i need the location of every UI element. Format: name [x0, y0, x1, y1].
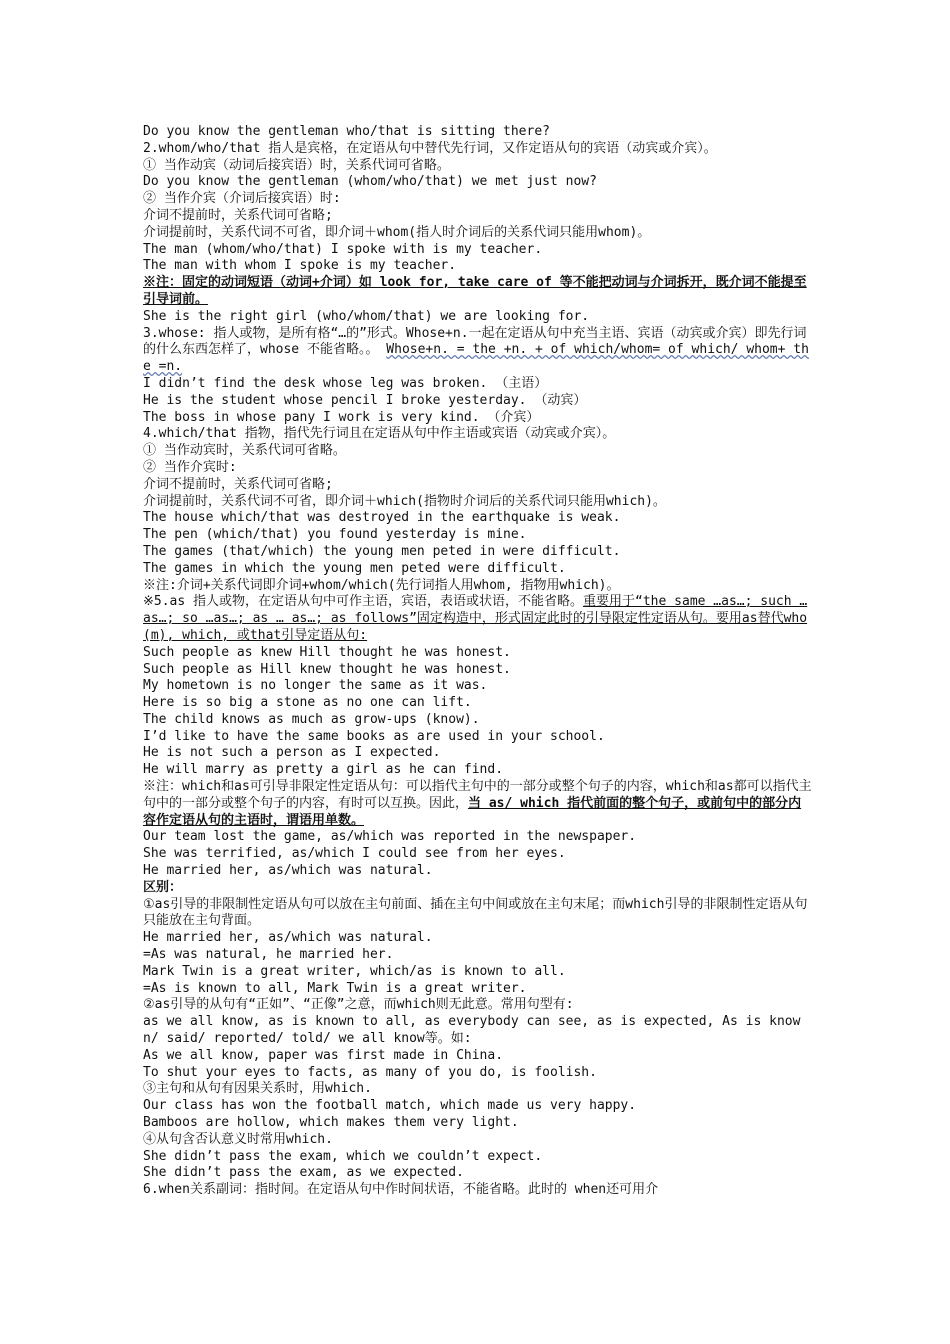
text-line: The child knows as much as grow-ups (know).: [143, 711, 480, 727]
text-line: Our class has won the football match, which made us very happy.: [143, 1098, 637, 1114]
text-line: Do you know the gentleman (whom/who/that) we met just now?: [143, 174, 597, 190]
note-which-as: ※注：which和as可引导非限定性定语从句：可以指代主句中的一部分或整个句子的内容，which和as都可以指代主句中的一部分或整个句子的内容，有时可以互换。因此，: [143, 779, 812, 811]
text-line: ② 当作介宾（介词后接宾语）时:: [143, 191, 341, 207]
text-line: The house which/that was destroyed in the earthquake is weak.: [143, 510, 621, 526]
text-line: =As was natural, he married her.: [143, 947, 394, 963]
as-structure-underlined: 重要用于“the same …as…; such …as…; so …as…; as … as…; as follows”固定构造中，形式固定此时的引导限定性定语从句。要用as替代who(m), which, 或that引导定语从句:: [143, 594, 808, 643]
text-line: 介词不提前时，关系代词可省略;: [143, 476, 333, 492]
text-line: The boss in whose pany I work is very kind. （介宾）: [143, 409, 540, 425]
text-line: [143, 326, 813, 376]
section-heading: 区别：: [143, 879, 183, 895]
text-line: ※注:介词+关系代词即介词+whom/which(先行词指人用whom, 指物用which)。: [143, 577, 620, 593]
text-line: Here is so big a stone as no one can lift.: [143, 695, 472, 711]
text-line: 介词不提前时，关系代词可省略;: [143, 207, 333, 223]
note-singular-bold: 当 as/ which 指代前面的整个句子，或前句中的部分内容作定语从句的主语时，谓语用单数。: [143, 795, 802, 828]
text-line: ② 当作介宾时:: [143, 459, 237, 475]
whose-formula: Whose+n. = the +n. + of which/whom= of which/ whom+ the =n.: [143, 342, 809, 375]
text-line: [143, 594, 813, 644]
text-line: He will marry as pretty a girl as he can find.: [143, 762, 504, 778]
text-line: As we all know, paper was first made in China.: [143, 1047, 504, 1063]
text-line: He is not such a person as I expected.: [143, 745, 441, 761]
text-line: She is the right girl (who/whom/that) we are looking for.: [143, 308, 590, 324]
text-line: ②as引导的从句有“正如”、“正像”之意，而which则无此意。常用句型有:: [143, 997, 574, 1013]
text-line: My hometown is no longer the same as it was.: [143, 678, 488, 694]
text-line: The man with whom I spoke is my teacher.: [143, 258, 457, 274]
text-line: Such people as knew Hill thought he was honest.: [143, 644, 511, 660]
as-definition: ※5.as 指人或物，在定语从句中可作主语，宾语，表语或状语，不能省略。: [143, 594, 584, 610]
text-line: ① 当作动宾时，关系代词可省略。: [143, 443, 346, 459]
text-line: Such people as Hill knew thought he was honest.: [143, 661, 511, 677]
text-line: ④从句含否认意义时常用which.: [143, 1131, 333, 1147]
text-line: He is the student whose pencil I broke yesterday. （动宾）: [143, 392, 587, 408]
text-line: She was terrified, as/which I could see from her eyes.: [143, 846, 566, 862]
note-bold-underlined: ※注：固定的动词短语（动词+介词）如 look for, take care of 等不能把动词与介词拆开，既介词不能提至引导词前。: [143, 275, 807, 307]
text-line: 4.which/that 指物，指代先行词且在定语从句中作主语或宾语（动宾或介宾）。: [143, 426, 616, 442]
text-line: Mark Twin is a great writer, which/as is known to all.: [143, 963, 566, 979]
text-line: Bamboos are hollow, which makes them very light.: [143, 1115, 519, 1131]
whose-definition: 3.whose: 指人或物，是所有格“…的”形式。Whose+n.一起在定语从句中充当主语、宾语（动宾或介宾）即先行词的什么东西怎样了，whose 不能省略。。: [143, 325, 807, 358]
text-line: 介词提前时，关系代词不可省，即介词＋which(指物时介词后的关系代词只能用which)。: [143, 493, 666, 509]
text-line: as we all know, as is known to all, as everybody can see, as is expected, As is known/ said/ reported/ told/ we all know等。如:: [143, 1014, 801, 1047]
text-line: 6.when关系副词：指时间。在定语从句中作时间状语，不能省略。此时的 when还可用介: [143, 1182, 659, 1198]
text-line: He married her, as/which was natural.: [143, 863, 433, 879]
text-line: The games in which the young men peted were difficult.: [143, 560, 566, 576]
text-line: Our team lost the game, as/which was reported in the newspaper.: [143, 829, 637, 845]
text-line: 2.whom/who/that 指人是宾格，在定语从句中替代先行词，又作定语从句的宾语（动宾或介宾）。: [143, 140, 717, 156]
document-page: [143, 124, 813, 1199]
text-line: ① 当作动宾（动词后接宾语）时，关系代词可省略。: [143, 157, 450, 173]
text-line: The games (that/which) the young men peted in were difficult.: [143, 543, 621, 559]
text-line: 介词提前时，关系代词不可省，即介词＋whom(指人时介词后的关系代词只能用whom)。: [143, 224, 651, 240]
text-line: I’d like to have the same books as are used in your school.: [143, 728, 605, 744]
text-line: The man (whom/who/that) I spoke with is my teacher.: [143, 241, 543, 257]
text-line: He married her, as/which was natural.: [143, 930, 433, 946]
text-line: ①as引导的非限制性定语从句可以放在主句前面、插在主句中间或放在主句末尾；而which引导的非限制性定语从句只能放在主句背面。: [143, 896, 808, 929]
text-line: Do you know the gentleman who/that is sitting there?: [143, 124, 550, 139]
text-line: ③主句和从句有因果关系时，用which.: [143, 1081, 372, 1097]
text-line: =As is known to all, Mark Twin is a great writer.: [143, 980, 527, 996]
text-line: [143, 779, 813, 829]
text-line: I didn’t find the desk whose leg was broken. （主语）: [143, 375, 548, 391]
text-line: She didn’t pass the exam, as we expected.: [143, 1165, 464, 1181]
text-line: The pen (which/that) you found yesterday is mine.: [143, 527, 527, 543]
text-line: To shut your eyes to facts, as many of you do, is foolish.: [143, 1064, 597, 1080]
text-line: She didn’t pass the exam, which we couldn’t expect.: [143, 1148, 543, 1164]
